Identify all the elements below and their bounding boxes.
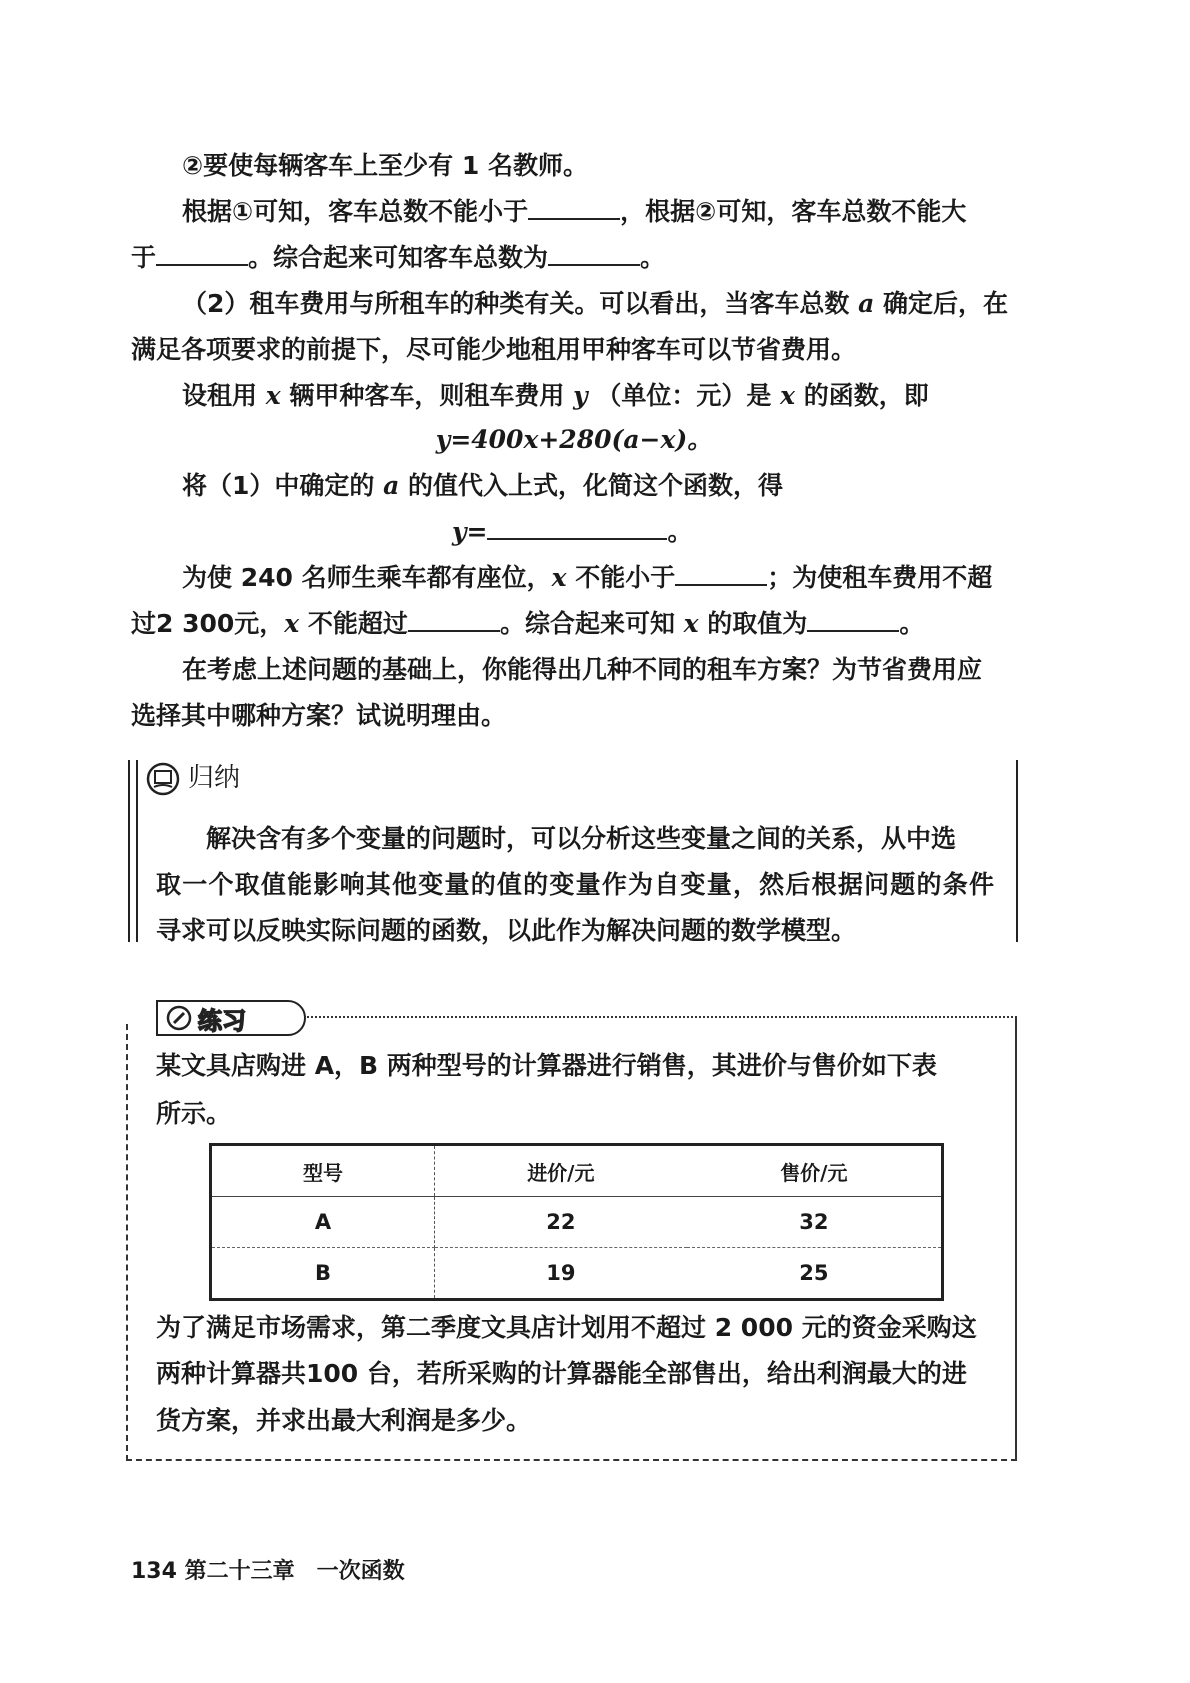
table-cell: 19 bbox=[546, 1261, 576, 1285]
exercise-header bbox=[156, 1000, 306, 1036]
text-line bbox=[131, 334, 856, 366]
exercise-question: 货方案，并求出最大利润是多少。 bbox=[156, 1406, 532, 1435]
text-line bbox=[182, 196, 966, 228]
table-header-row bbox=[211, 1145, 943, 1197]
variable: x bbox=[551, 563, 567, 592]
text-line bbox=[131, 700, 506, 732]
fill-blank[interactable] bbox=[807, 608, 899, 632]
exercise-intro: 某文具店购进 A，B 两种型号的计算器进行销售，其进价与售价如下表 bbox=[156, 1051, 937, 1080]
text: 确定后，在 bbox=[883, 289, 1009, 318]
fill-blank[interactable] bbox=[528, 196, 620, 220]
formula bbox=[452, 516, 693, 548]
variable: a bbox=[858, 289, 875, 318]
table-cell: 22 bbox=[435, 1197, 687, 1248]
text: 。 bbox=[667, 517, 693, 546]
text: （单位：元）是 bbox=[596, 381, 772, 410]
table-row bbox=[211, 1197, 943, 1248]
text: 满足各项要求的前提下，尽可能少地租用甲种客车可以节省费用。 bbox=[131, 335, 857, 364]
table-cell: A bbox=[211, 1197, 435, 1248]
formula bbox=[131, 424, 1017, 456]
text: 的取值为 bbox=[707, 609, 808, 638]
text: 为使 240 名师生乘车都有座位， bbox=[182, 563, 552, 592]
formula-text: y=400x+280(a−x)。 bbox=[435, 425, 713, 454]
text: 于 bbox=[131, 243, 157, 272]
exercise-title: 练习 bbox=[198, 1006, 246, 1035]
text: 在考虑上述问题的基础上，你能得出几种不同的租车方案？为节省费用应 bbox=[182, 655, 983, 684]
variable: a bbox=[383, 471, 400, 500]
text: 。综合起来可知 bbox=[499, 609, 675, 638]
summary-line: 取一个取值能影响其他变量的值的变量作为自变量，然后根据问题的条件 bbox=[156, 870, 994, 899]
table-cell: 25 bbox=[799, 1261, 829, 1285]
text: 。综合起来可知客车总数为 bbox=[248, 243, 549, 272]
fill-blank[interactable] bbox=[408, 608, 500, 632]
summary-line: 寻求可以反映实际问题的函数，以此作为解决问题的数学模型。 bbox=[156, 916, 857, 945]
fill-blank[interactable] bbox=[548, 242, 640, 266]
text: ；为使租车费用不超 bbox=[767, 563, 993, 592]
text: 过2 300元， bbox=[131, 609, 285, 638]
text: 根据①可知，客车总数不能小于 bbox=[182, 197, 529, 226]
text-line bbox=[182, 654, 982, 686]
variable: x bbox=[683, 609, 699, 638]
text: 辆甲种客车，则租车费用 bbox=[289, 381, 565, 410]
table-header: 进价/元 bbox=[435, 1145, 687, 1197]
text: ，根据②可知，客车总数不能大 bbox=[620, 197, 967, 226]
text: ②要使每辆客车上至少有 1 名教师。 bbox=[182, 151, 588, 180]
text: 不能小于 bbox=[575, 563, 676, 592]
page-footer bbox=[131, 1556, 405, 1588]
summary-book-icon bbox=[146, 762, 180, 796]
table-cell: B bbox=[211, 1248, 435, 1300]
exercise-question: 为了满足市场需求，第二季度文具店计划用不超过 2 000 元的资金采购这 bbox=[156, 1313, 977, 1342]
text-line bbox=[131, 608, 924, 640]
text-line bbox=[131, 242, 665, 274]
variable: y bbox=[573, 381, 588, 410]
page-number: 134 bbox=[131, 1559, 177, 1584]
text: 设租用 bbox=[182, 381, 258, 410]
exercise-intro: 所示。 bbox=[156, 1099, 232, 1128]
fill-blank[interactable] bbox=[675, 562, 767, 586]
variable: x bbox=[780, 381, 795, 410]
table-cell: 32 bbox=[687, 1197, 943, 1248]
text: 。 bbox=[640, 243, 666, 272]
summary-line: 解决含有多个变量的问题时，可以分析这些变量之间的关系，从中选 bbox=[206, 824, 957, 853]
table-header: 售价/元 bbox=[687, 1145, 943, 1197]
fill-blank[interactable] bbox=[487, 516, 667, 540]
price-table bbox=[209, 1143, 944, 1301]
text-line bbox=[182, 470, 783, 502]
text: 。 bbox=[899, 609, 925, 638]
table-row bbox=[211, 1248, 943, 1300]
variable: x bbox=[284, 609, 300, 638]
variable: x bbox=[265, 381, 281, 410]
text-line bbox=[182, 150, 588, 182]
text: 选择其中哪种方案？试说明理由。 bbox=[131, 701, 507, 730]
exercise-right-border bbox=[1015, 1016, 1017, 1461]
text: 将（1）中确定的 bbox=[182, 471, 375, 500]
summary-title: 归纳 bbox=[188, 763, 241, 793]
text: （2）租车费用与所租车的种类有关。可以看出，当客车总数 bbox=[182, 289, 850, 318]
pencil-icon bbox=[166, 1005, 192, 1031]
text-line bbox=[182, 562, 992, 594]
summary-right-border bbox=[1016, 760, 1018, 942]
exercise-top-border bbox=[296, 1016, 1017, 1018]
fill-blank[interactable] bbox=[156, 242, 248, 266]
exercise-bottom-border bbox=[126, 1459, 1017, 1461]
exercise-question: 两种计算器共100 台，若所采购的计算器能全部售出，给出利润最大的进 bbox=[156, 1359, 967, 1388]
text: 不能超过 bbox=[307, 609, 408, 638]
formula-text: y= bbox=[452, 517, 488, 546]
text-line bbox=[182, 288, 1008, 320]
text-line bbox=[182, 380, 929, 412]
text: 的值代入上式，化简这个函数，得 bbox=[408, 471, 784, 500]
text: 的函数，即 bbox=[803, 381, 929, 410]
exercise-left-border bbox=[126, 1024, 128, 1461]
chapter-title: 第二十三章 一次函数 bbox=[184, 1559, 405, 1584]
table-header: 型号 bbox=[211, 1145, 435, 1197]
summary-left-border bbox=[128, 760, 138, 942]
